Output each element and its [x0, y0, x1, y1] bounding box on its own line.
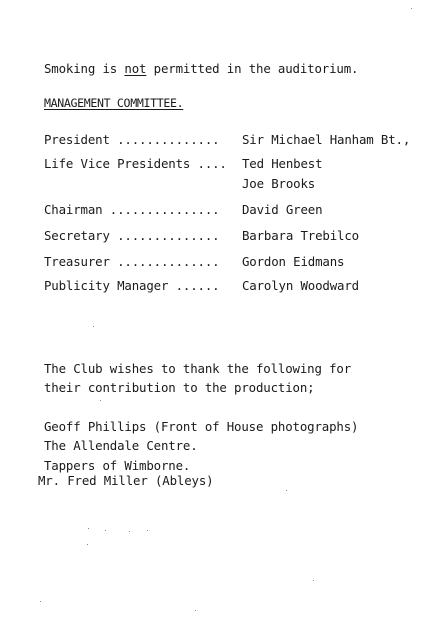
committee-role-life-vice-presidents: Life Vice Presidents .... [44, 156, 227, 171]
thanks-intro-line-1: The Club wishes to thank the following for [44, 361, 352, 376]
scan-speck [93, 326, 94, 327]
scan-speck [105, 530, 106, 531]
committee-name-publicity-manager: Carolyn Woodward [242, 278, 359, 293]
committee-name-treasurer: Gordon Eidmans [242, 254, 345, 269]
committee-name-secretary: Barbara Trebilco [242, 228, 359, 243]
scan-speck [286, 490, 287, 491]
thanks-intro-line-2: their contribution to the production; [44, 380, 315, 395]
notice-text-before: Smoking is [44, 61, 125, 76]
notice-text-after: permitted in the auditorium. [146, 61, 359, 76]
scan-speck [100, 400, 101, 401]
committee-role-chairman: Chairman ............... [44, 202, 220, 217]
thanks-item: Mr. Fred Miller (Ableys) [38, 473, 214, 488]
committee-role-secretary: Secretary .............. [44, 228, 220, 243]
committee-name-president: Sir Michael Hanham Bt., [242, 132, 411, 147]
scan-speck [40, 601, 41, 602]
thanks-item: Tappers of Wimborne. [44, 458, 191, 473]
thanks-item: Geoff Phillips (Front of House photographs) [44, 419, 359, 434]
committee-role-president: President .............. [44, 132, 220, 147]
notice-emphasis: not [124, 61, 147, 76]
scan-speck [313, 580, 314, 581]
scan-speck [129, 531, 130, 532]
smoking-notice [44, 62, 358, 76]
scan-speck [87, 544, 88, 545]
committee-heading: MANAGEMENT COMMITTEE. [44, 96, 184, 110]
committee-role-publicity-manager: Publicity Manager ...... [44, 278, 220, 293]
committee-name-life-vice-president-1: Ted Henbest [242, 156, 323, 171]
committee-name-life-vice-president-2: Joe Brooks [242, 176, 316, 191]
scan-speck [147, 530, 148, 531]
thanks-item: The Allendale Centre. [44, 438, 198, 453]
scan-speck [195, 610, 196, 611]
committee-role-treasurer: Treasurer .............. [44, 254, 220, 269]
scan-speck [411, 8, 412, 9]
scan-speck [88, 528, 89, 529]
committee-name-chairman: David Green [242, 202, 323, 217]
